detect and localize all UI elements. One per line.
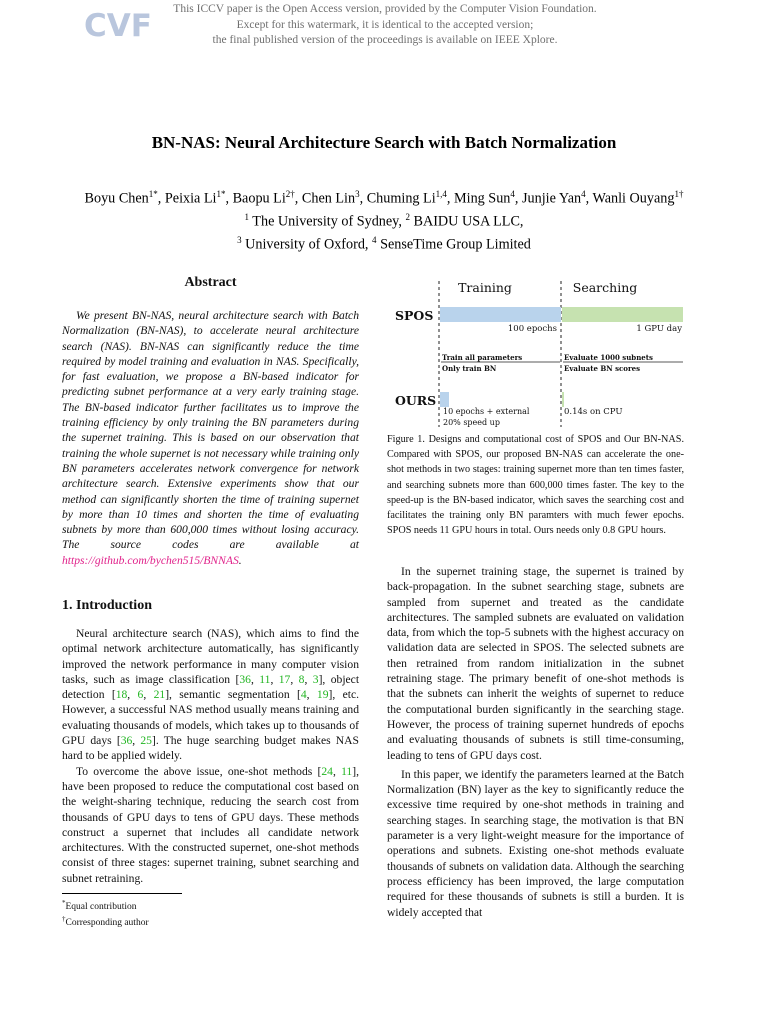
author-block: [0, 185, 768, 255]
spos-training-label: 100 epochs: [507, 324, 557, 334]
citation-link[interactable]: 24: [321, 764, 333, 778]
affiliation-line: $^3$ University of Oxford, $^4$ SenseTime Group Limited: [237, 235, 531, 254]
citation-link[interactable]: 25: [140, 734, 152, 748]
author-name: Junjie Yan: [521, 190, 582, 207]
searching-note: Evaluate BN scores: [564, 364, 641, 373]
spos-searching-bar: [562, 307, 683, 322]
citation-link[interactable]: 6: [137, 688, 144, 702]
author-name: Baopu Li: [232, 190, 286, 207]
paragraph: In the supernet training stage, the supernet is trained by back-propagation. In the subnet searching stage, subnets are sampled from supernet and treated as the candidate architectures. The sampled subnets are evaluated on validation data, from which the top-5 subnets with the highest accuracy on validation data are selected in SPOS. The selected subnets are then retrained from random initialization in the subnet retraining stage. The primary benefit of one-shot methods is that the subnets can inherit the weights of supernet to reduce the computational burden significantly in the searching stage. However, the process of training supernet hundreds of epochs and evaluating thousands of subnets is still time-consuming, leading to tens of GPU days cost.: [387, 565, 684, 762]
author-affiliation-mark: 1*: [148, 189, 158, 199]
searching-note: Evaluate 1000 subnets: [564, 353, 653, 362]
row-label-ours: OURS: [395, 393, 437, 408]
citation-link[interactable]: 19: [316, 688, 329, 702]
phase-label-training: Training: [458, 280, 512, 295]
citation-link[interactable]: 21: [153, 688, 166, 702]
ours-training-bar: [440, 392, 449, 407]
spos-searching-label: 1 GPU day: [636, 324, 682, 334]
spos-training-bar: [440, 307, 561, 322]
author-affiliation-mark: 1,4: [435, 189, 447, 199]
ours-searching-label: 0.14s on CPU: [564, 407, 623, 417]
training-note: Only train BN: [442, 364, 497, 373]
abstract-heading: Abstract: [184, 275, 237, 290]
author-affiliation-mark: 4: [510, 189, 515, 199]
author-affiliation-mark: 1†: [674, 189, 684, 199]
author-name: Ming Sun: [454, 190, 511, 207]
author-list: Boyu Chen$^{1*}$, Peixia $Li^{1*}$, Baopu $Li^{2\dagger}$, Chen Lin$^3$, Chuming Li$^{1,4}$, Ming Sun$^4$, Junjie Yan$^4$, Wanli Ouyang$^{1\dagger}$: [84, 189, 684, 207]
author-name: Chen Lin: [301, 190, 356, 207]
ours-training-label: 10 epochs + external: [443, 407, 530, 416]
paper-title: BN-NAS: Neural Architecture Search with Batch Normalization: [151, 133, 617, 152]
row-label-spos: SPOS: [395, 308, 434, 323]
abstract-body: We present BN-NAS, neural architecture search with Batch Normalization (BN-NAS), to accelerate neural architecture search (NAS). BN-NAS can significantly reduce the time required by model training and evaluation in NAS. Specifically, for fast evaluation, we propose a BN-based indicator for predicting subnet performance at a very early training stage. The BN-based indicator further facilitates us to improve the training efficiency by only training the BN parameters during the supernet training. This is based on our observation that training the whole supernet is not necessary while training only BN parameters accelerates network convergence for network architecture search. Extensive experiments show that our method can significantly shorten the time of training supernet by more than 10 times and shorten the time of evaluating subnets by more than 600,000 times without losing accuracy. The source codes are available at https://github.com/bychen515/BNNAS.: [62, 309, 359, 567]
author-affiliation-mark: 1*: [216, 189, 226, 199]
author-name: Chuming Li: [366, 190, 436, 207]
citation-link[interactable]: 11: [259, 672, 271, 686]
figure-1-diagram: [387, 275, 687, 430]
cvf-logo-text: CVF: [84, 8, 152, 44]
author-affiliation-mark: 2†: [285, 189, 295, 199]
citation-link[interactable]: 11: [341, 764, 353, 778]
author-name: Wanli Ouyang: [592, 190, 675, 207]
author-name: Peixia Li: [164, 190, 217, 207]
ours-searching-bar: [562, 392, 564, 407]
section-heading-introduction: 1. Introduction: [62, 598, 152, 613]
phase-label-searching: Searching: [572, 280, 638, 295]
paragraph: To overcome the above issue, one-shot methods [24, 11], have been proposed to reduce the computational cost based on the weight-sharing technique, reducing the search cost from thousands of GPU days to tens of GPU days. These methods construct a supernet that includes all candidate network architectures. With the constructed supernet, one-shot methods consist of three stages: supernet training, subnet searching and subnet retraining.: [62, 764, 359, 885]
author-affiliation-mark: 3: [355, 189, 360, 199]
training-note: Train all parameters: [442, 353, 523, 362]
citation-link[interactable]: 3: [312, 672, 319, 686]
open-access-watermark: [150, 2, 620, 49]
citation-link[interactable]: 36: [239, 672, 251, 686]
watermark-line: Except for this watermark, it is identical to the accepted version;: [236, 18, 534, 31]
author-name: Boyu Chen: [84, 190, 149, 207]
citation-link[interactable]: 17: [278, 672, 291, 686]
watermark-line: This ICCV paper is the Open Access version, provided by the Computer Vision Foundation.: [173, 3, 597, 15]
footnote: †Corresponding author: [62, 915, 149, 929]
code-link[interactable]: https://github.com/bychen515/BNNAS: [62, 553, 239, 567]
footnotes: [62, 897, 149, 929]
author-affiliation-mark: 4: [581, 189, 586, 199]
paragraph: In this paper, we identify the parameters learned at the Batch Normalization (BN) layer as the key to significantly reduce the excessive time required by one-shot methods in training and searching stages. In searching stage, the motivation is that BN parameter is a very light-weight measure for the importance of operations and subnets. Existing one-shot methods evaluate thousands of subnets on validation data. Although the searching process efficiency has been improved, the large computation required for these thousands of subnets is still a burden. It is widely accepted that: [387, 767, 684, 919]
figure-1-caption: Figure 1. Designs and computational cost of SPOS and Our BN-NAS. Compared with SPOS, our proposed BN-NAS can accelerate the one-shot methods in two stages: training supernet more than ten times faster, and searching subnets more than 600,000 times faster. The key to the speed-up is the BN-based indicator, which saves the searching cost and facilitates the training only BN paramters with much fewer epochs. SPOS needs 11 GPU hours in total. Ours needs only 0.8 GPU hours.: [387, 434, 684, 537]
ours-training-label: 20% speed up: [443, 418, 500, 427]
cvf-logo: [82, 4, 152, 44]
footnote-rule: [62, 893, 182, 894]
footnote: *Equal contribution: [62, 899, 137, 913]
affiliation-line: $^1$ The University of Sydney, $^2$ BAIDU USA LLC,: [244, 212, 524, 230]
right-column-body: [387, 564, 684, 920]
watermark-line: the final published version of the proceedings is available on IEEE Xplore.: [212, 34, 558, 46]
citation-link[interactable]: 8: [298, 672, 305, 686]
citation-link[interactable]: 4: [300, 688, 307, 702]
citation-link[interactable]: 18: [115, 688, 128, 702]
paragraph: Neural architecture search (NAS), which aims to find the optimal network architecture automatically, has significantly improved the network performance in many computer vision tasks, such as image classification [36, 11, 17, 8, 3], object detection [18, 6, 21], semantic segmentation [4, 19], etc. However, a successful NAS method usually means training and evaluating thousands of models, which takes up to thousands of GPU days [36, 25]. The huge searching budget makes NAS hard to be applied widely.: [62, 627, 360, 763]
introduction-body: [62, 626, 359, 886]
citation-link[interactable]: 36: [120, 734, 133, 748]
